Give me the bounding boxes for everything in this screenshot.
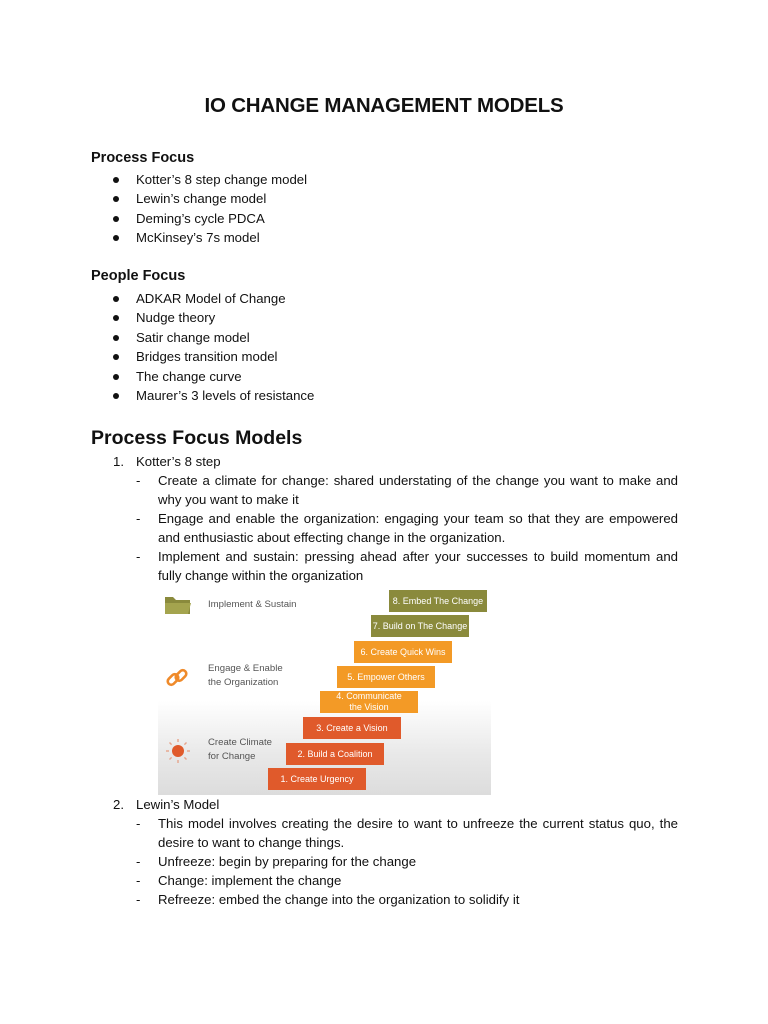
page-title: IO CHANGE MANAGEMENT MODELS xyxy=(204,94,564,117)
people-focus-heading: People Focus xyxy=(91,268,186,284)
bullet-icon xyxy=(113,177,119,183)
step-7: 7. Build on The Change xyxy=(371,615,469,637)
list-item: - Implement and sustain: pressing ahead after your successes to build momentum and fully change within the organization xyxy=(136,549,678,583)
kotter-item xyxy=(113,452,221,471)
step-3: 3. Create a Vision xyxy=(303,717,401,739)
list-item: Satir change model xyxy=(0,328,314,347)
folder-icon xyxy=(164,594,192,616)
lewin-points xyxy=(0,814,768,909)
list-item: Lewin’s change model xyxy=(0,189,307,208)
item-number: 2. xyxy=(113,797,124,812)
bullet-icon xyxy=(113,235,119,241)
group-label-create: Create Climate for Change xyxy=(208,737,272,762)
kotter-steps-figure xyxy=(158,586,491,795)
list-item: Nudge theory xyxy=(0,308,314,327)
list-item: Bridges transition model xyxy=(0,347,314,366)
list-item: - Refreeze: embed the change into the organization to solidify it xyxy=(136,892,520,907)
lewin-item xyxy=(113,795,219,814)
bullet-icon xyxy=(113,393,119,399)
list-item: The change curve xyxy=(0,367,314,386)
list-item: - Engage and enable the organization: engaging your team so that they are empowered and enthusiastic about effecting change in the organization. xyxy=(136,511,678,545)
group-label-implement: Implement & Sustain xyxy=(208,599,297,610)
kotter-points xyxy=(0,471,768,585)
bullet-icon xyxy=(113,374,119,380)
bullet-icon xyxy=(113,196,119,202)
sun-icon xyxy=(165,738,191,764)
process-focus-heading: Process Focus xyxy=(91,150,195,166)
process-models-heading: Process Focus Models xyxy=(91,427,303,449)
bullet-icon xyxy=(113,315,119,321)
list-item: Maurer’s 3 levels of resistance xyxy=(0,386,314,405)
bullet-icon xyxy=(113,354,119,360)
link-chain-icon xyxy=(164,665,190,691)
step-4: 4. Communicate the Vision xyxy=(320,691,418,713)
list-item: Deming’s cycle PDCA xyxy=(0,209,307,228)
item-number: 1. xyxy=(113,454,124,469)
list-item: - Change: implement the change xyxy=(136,873,342,888)
list-item: - Create a climate for change: shared understating of the change you want to make and why you want to make it xyxy=(136,473,678,507)
bullet-icon xyxy=(113,216,119,222)
step-1: 1. Create Urgency xyxy=(268,768,366,790)
list-item: ADKAR Model of Change xyxy=(0,289,314,308)
step-6: 6. Create Quick Wins xyxy=(354,641,452,663)
bullet-icon xyxy=(113,335,119,341)
bullet-icon xyxy=(113,296,119,302)
step-2: 2. Build a Coalition xyxy=(286,743,384,765)
item-title: Lewin’s Model xyxy=(136,797,220,812)
people-focus-list xyxy=(0,289,314,405)
step-8: 8. Embed The Change xyxy=(389,590,487,612)
group-label-engage: Engage & Enable the Organization xyxy=(208,663,283,688)
process-focus-list xyxy=(0,170,307,248)
list-item: - This model involves creating the desire to want to unfreeze the current status quo, the desire to want to change things. xyxy=(136,816,678,850)
item-title: Kotter’s 8 step xyxy=(136,454,221,469)
list-item: - Unfreeze: begin by preparing for the change xyxy=(136,854,417,869)
list-item: Kotter’s 8 step change model xyxy=(0,170,307,189)
list-item: McKinsey’s 7s model xyxy=(0,228,307,247)
step-5: 5. Empower Others xyxy=(337,666,435,688)
